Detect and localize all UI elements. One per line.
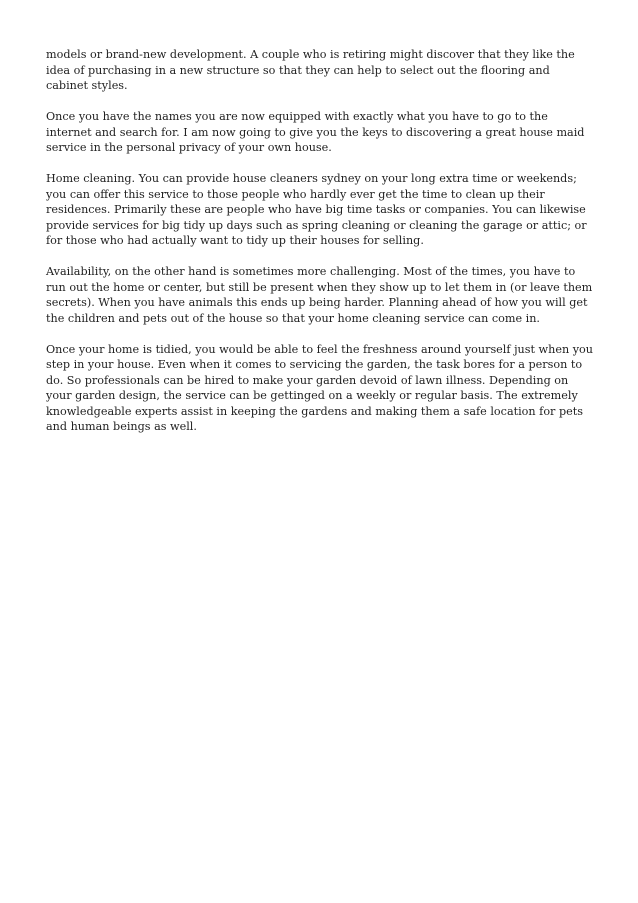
paragraph-4: Availability, on the other hand is sometimes more challenging. Most of the times, you have to run out the home or center, but still be present when they show up to let them in (or leave them secrets). When you have animals this ends up being harder. Planning ahead of how you will get the children and pets out of the house so that your home cleaning service can come in. [46, 265, 593, 325]
paragraph-2: Once you have the names you are now equipped with exactly what you have to go to the internet and search for. I am now going to give you the keys to discovering a great house maid service in the personal privacy of your own house. [46, 110, 585, 154]
paragraph-1: models or brand-new development. A couple who is retiring might discover that they like the idea of purchasing in a new structure so that they can help to select out the flooring and cabinet styles. [46, 48, 575, 92]
paragraph-5: Once your home is tidied, you would be able to feel the freshness around yourself just when you step in your house. Even when it comes to servicing the garden, the task bores for a person to do. So professionals can be hired to make your garden devoid of lawn illness. Depending on your garden design, the service can be gettinged on a weekly or regular basis. The extremely knowledgeable experts assist in keeping the gardens and making them a safe location for pets and human beings as well. [46, 342, 593, 433]
document-body [46, 47, 594, 450]
paragraph-3: Home cleaning. You can provide house cleaners sydney on your long extra time or weekends; you can offer this service to those people who hardly ever get the time to clean up their residences. Primarily these are people who have big time tasks or companies. You can likewise provide services for big tidy up days such as spring cleaning or cleaning the garage or attic; or for those who had actually want to tidy up their houses for selling. [46, 172, 587, 247]
